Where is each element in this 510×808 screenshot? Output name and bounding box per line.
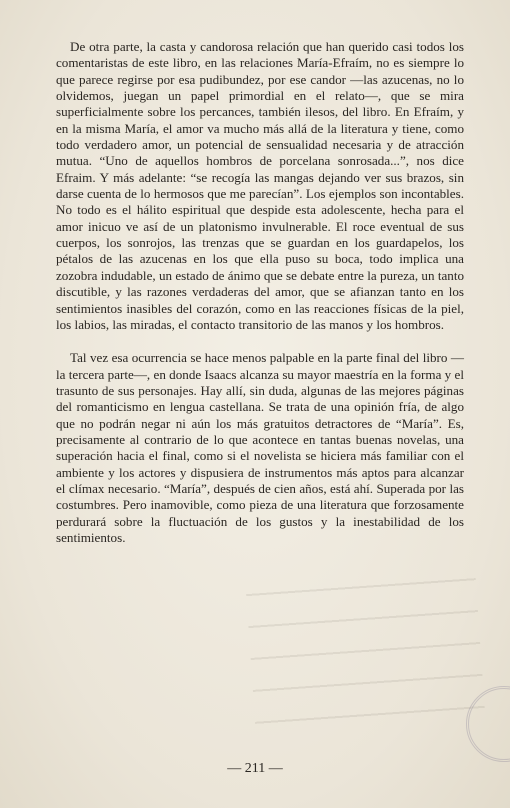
body-text bbox=[56, 39, 464, 546]
paragraph-2: Tal vez esa ocurrencia se hace menos palpable en la parte final del libro —la tercera parte—, en donde Isaacs alcanza su mayor maestría en la forma y el trasunto de sus personajes. Hay allí, sin duda, algunas de las mejores páginas del romanticismo en lengua castellana. Se trata de una opinión fría, de algo que no podrán negar ni aún los más gratuitos detractores de “María”. Es, precisamente al contrario de lo que acontece en tantas buenas novelas, una superación hacia el final, como si el novelista se hiciera más familiar con el ambiente y los actores y dispusiera de instrumentos más aptos para alcanzar el clímax necesario. “María”, después de cien años, está ahí. Superada por las costumbres. Pero inamovible, como pieza de una literatura que forzosamente perdurará sobre la fluctuación de los gustos y la inestabilidad de los sentimientos. bbox=[56, 350, 464, 545]
page-number: — 211 — bbox=[227, 761, 283, 776]
show-through-text bbox=[244, 552, 485, 738]
paragraph-1: De otra parte, la casta y candorosa relación que han querido casi todos los comentaristas de este libro, en las relaciones María-Efraím, no es siempre lo que parece regirse por esa pudibundez, por ese candor —las azucenas, no lo olvidemos, juegan un papel primordial en el relato—, que se mira superficialmente sobre los percances, también ilesos, del libro. En Efraím, y en la misma María, el amor va mucho más allá de la literatura y tiene, como todo verdadero amor, un potencial de sensualidad necesaria y de atracción mutua. “Uno de aquellos hombros de porcelana sonrosada...”, nos dice Efraim. Y más adelante: “se recogía las mangas dejando ver sus brazos, sin darse cuenta de lo hermosos que me parecían”. Los ejemplos son incontables. No todo es el hálito espiritual que despide esta adolescente, hecha para el amor inicuo ve así de un platonismo invulnerable. El roce eventual de sus cuerpos, los sonrojos, las trenzas que se guardan en los guardapelos, los pétalos de las azucenas en los que ella puso su boca, todo implica una zozobra indudable, un estado de ánimo que se debate entre la pureza, un tanto discutible, y las razones verdaderas del amor, que se afianzan tanto en los sentimientos inasibles del corazón, como en las reacciones físicas de la piel, los labios, las miradas, el contacto transitorio de las manos y los hombros. bbox=[56, 39, 464, 332]
